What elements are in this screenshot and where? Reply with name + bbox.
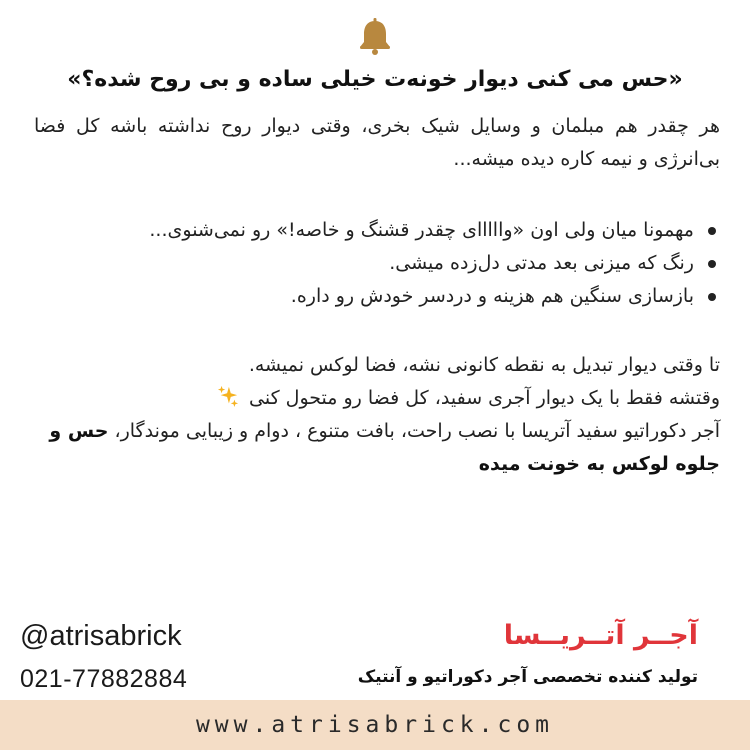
closing-line-3-wrap — [34, 415, 720, 481]
list-item: رنگ که میزنی بعد مدتی دل‌زده میشی. — [34, 247, 720, 280]
contact-block — [20, 618, 187, 696]
instagram-handle[interactable]: @atrisabrick — [20, 620, 182, 652]
bell-icon — [355, 16, 395, 56]
closing-bold-text: حس و جلوه لوکس به خونت میده — [49, 420, 720, 475]
closing-line-3: آجر دکوراتیو سفید آتریسا با نصب راحت، بافت متنوع ، دوام و زیبایی موندگار، — [114, 420, 720, 442]
brand-block — [358, 618, 698, 692]
brand-name: آجــر آتــریــسا — [503, 620, 698, 651]
footer-bar — [0, 700, 750, 750]
closing-line-1: تا وقتی دیوار تبدیل به نقطه کانونی نشه، فضا لوکس نمیشه. — [248, 354, 720, 376]
website-link[interactable]: www.atrisabrick.com — [195, 712, 555, 738]
brand-tagline: تولید کننده تخصصی آجر دکوراتیو و آنتیک — [357, 667, 698, 687]
closing-line-2-wrap — [34, 382, 720, 415]
sparkles-icon — [217, 385, 239, 407]
closing-line-2: وقتشه فقط با یک دیوار آجری سفید، کل فضا رو متحول کنی — [249, 387, 720, 409]
closing-paragraph — [34, 349, 720, 481]
list-item: بازسازی سنگین هم هزینه و دردسر خودش رو داره. — [34, 280, 720, 313]
list-item: مهمونا میان ولی اون «وااااای چقدر قشنگ و خاصه!» رو نمی‌شنوی... — [34, 214, 720, 247]
body-text — [34, 110, 720, 481]
phone-number[interactable]: 021-77882884 — [20, 665, 188, 693]
headline: «حس می کنی دیوار خونه‌ت خیلی ساده و بی روح شده؟» — [67, 67, 683, 92]
bullet-list — [34, 214, 720, 313]
intro-paragraph: هر چقدر هم مبلمان و وسایل شیک بخری، وقتی دیوار روح نداشته باشه کل فضا بی‌انرژی و نیمه کاره دیده میشه... — [34, 115, 720, 170]
